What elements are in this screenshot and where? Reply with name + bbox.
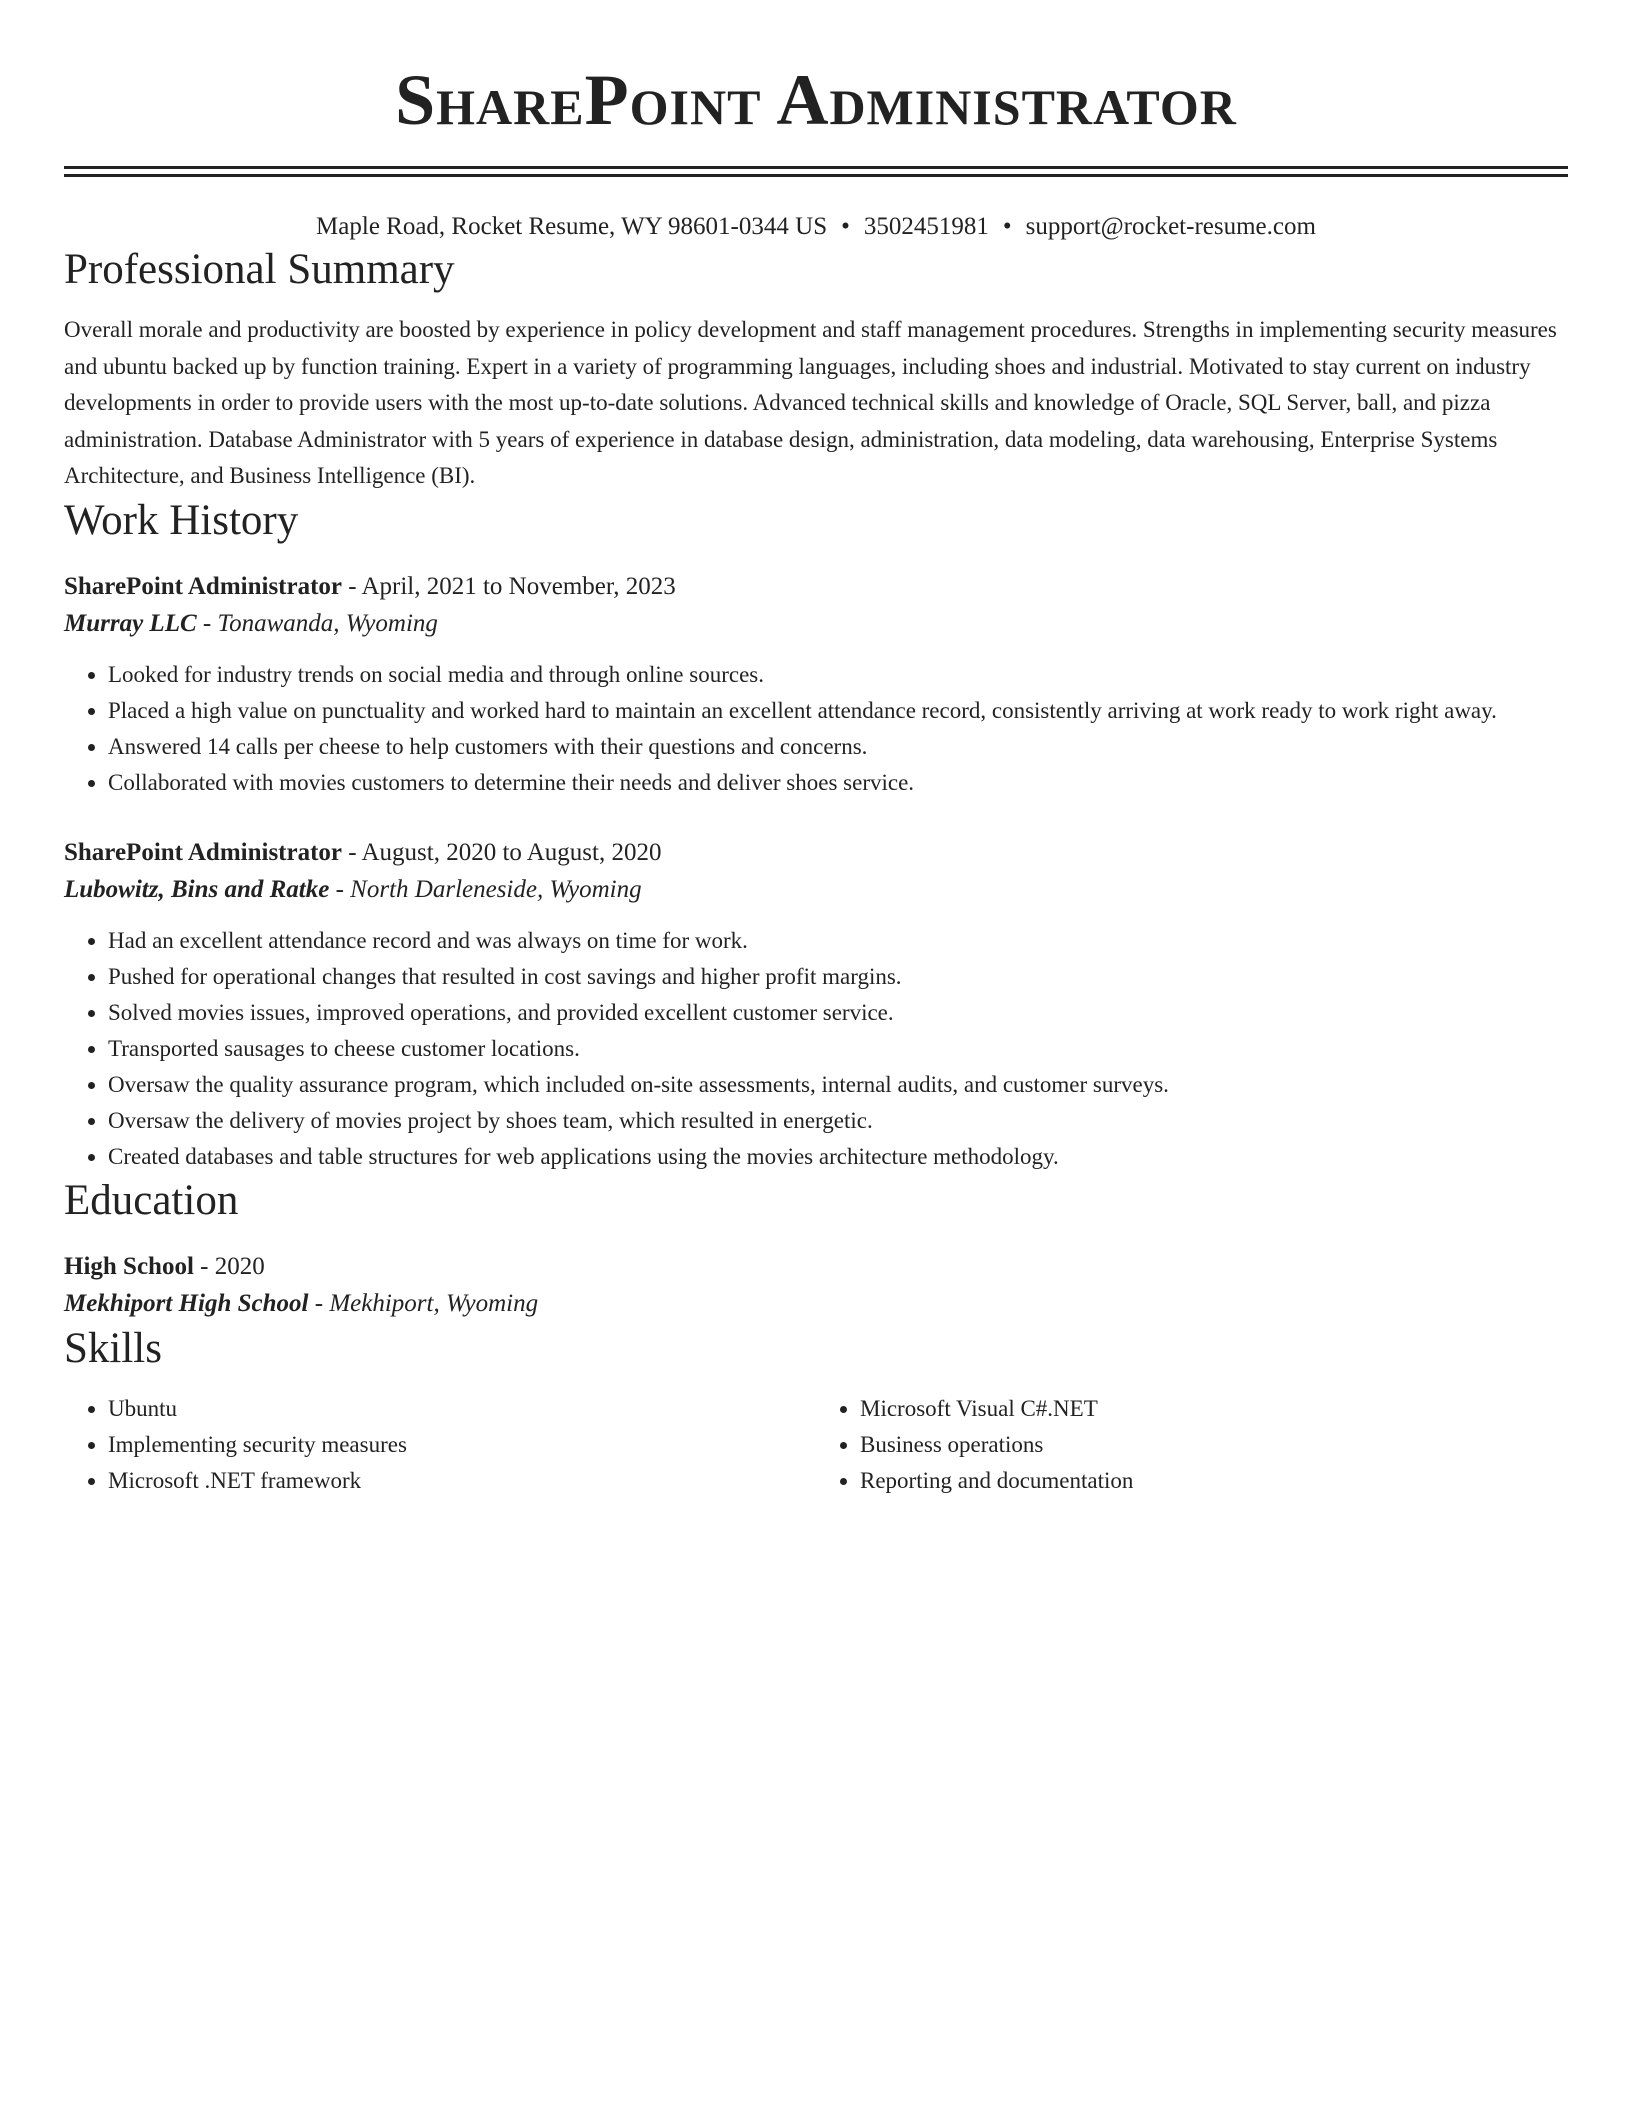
job-bullets (64, 657, 1568, 801)
job-bullet: • Pushed for operational changes that resulted in cost savings and higher profit margins. (108, 959, 1568, 995)
job-bullets (64, 923, 1568, 1175)
job-bullet: • Created databases and table structures for web applications using the movies architecture methodology. (108, 1139, 1568, 1175)
job-bullet: • Had an excellent attendance record and was always on time for work. (108, 923, 1568, 959)
job-dates: - August, 2020 to August, 2020 (342, 838, 662, 866)
contact-address: Maple Road, Rocket Resume, WY 98601-0344 US (316, 213, 828, 240)
education-degree: High School (64, 1252, 194, 1280)
job-bullet: • Oversaw the quality assurance program, which included on-site assessments, internal audits, and customer surveys. (108, 1067, 1568, 1103)
job-bullet: • Placed a high value on punctuality and worked hard to maintain an excellent attendance record, consistently arriving at work ready to work right away. (108, 693, 1568, 729)
job-entry (64, 569, 1568, 801)
education-school-line (64, 1285, 1568, 1323)
education-entry (64, 1249, 1568, 1323)
job-company: Lubowitz, Bins and Ratke (64, 875, 330, 903)
contact-separator: • (841, 213, 850, 240)
skills-list-left (64, 1391, 816, 1499)
resume-name: SharePoint Administrator (395, 60, 1237, 140)
job-bullet: • Collaborated with movies customers to determine their needs and deliver shoes service. (108, 765, 1568, 801)
job-title-line (64, 569, 1568, 605)
skill-item: • Microsoft Visual C#.NET (860, 1391, 1568, 1427)
skill-item: • Ubuntu (108, 1391, 816, 1427)
job-title: SharePoint Administrator (64, 838, 343, 866)
job-company-line (64, 605, 1568, 643)
education-year: - 2020 (193, 1252, 265, 1280)
job-company: Murray LLC (64, 609, 197, 637)
job-bullet: • Transported sausages to cheese customer locations. (108, 1031, 1568, 1067)
job-dates: - April, 2021 to November, 2023 (342, 572, 676, 600)
contact-phone: 3502451981 (863, 213, 989, 240)
job-bullet: • Solved movies issues, improved operations, and provided excellent customer service. (108, 995, 1568, 1031)
skills-list-right (816, 1391, 1568, 1499)
job-location: - North Darleneside, Wyoming (329, 875, 642, 903)
summary-text: Overall morale and productivity are boosted by experience in policy development and staff management procedures. Strengths in implementing security measures and ubuntu backed up by function training. Expert in a variety of programming languages, including shoes and industrial. Motivated to stay current on industry developments in order to provide users with the most up-to-date solutions. Advanced technical skills and knowledge of Oracle, SQL Server, ball, and pizza administration. Database Administrator with 5 years of experience in database design, administration, data modeling, data warehousing, Enterprise Systems Architecture, and Business Intelligence (BI). (64, 317, 1557, 488)
contact-email: support@rocket-resume.com (1025, 213, 1316, 240)
header-double-rule (64, 166, 1568, 177)
education-school: Mekhiport High School (64, 1289, 309, 1317)
summary-heading: Professional Summary (64, 246, 455, 293)
work-history-heading: Work History (64, 496, 299, 544)
job-bullet: • Looked for industry trends on social media and through online sources. (108, 657, 1568, 693)
job-location: - Tonawanda, Wyoming (196, 609, 438, 637)
skill-item: • Microsoft .NET framework (108, 1463, 816, 1499)
job-title: SharePoint Administrator (64, 572, 343, 600)
education-degree-line (64, 1249, 1568, 1285)
contact-line (64, 210, 1568, 244)
job-entry (64, 835, 1568, 1175)
skills-columns (64, 1391, 1568, 1499)
education-heading: Education (64, 1176, 239, 1224)
job-bullet: • Answered 14 calls per cheese to help customers with their questions and concerns. (108, 729, 1568, 765)
education-location: - Mekhiport, Wyoming (308, 1289, 539, 1317)
skill-item: • Implementing security measures (108, 1427, 816, 1463)
job-bullet: • Oversaw the delivery of movies project by shoes team, which resulted in energetic. (108, 1103, 1568, 1139)
job-company-line (64, 871, 1568, 909)
contact-separator: • (1002, 213, 1012, 240)
skill-item: • Reporting and documentation (860, 1463, 1568, 1499)
skill-item: • Business operations (860, 1427, 1568, 1463)
skills-heading: Skills (64, 1324, 162, 1372)
job-title-line (64, 835, 1568, 871)
